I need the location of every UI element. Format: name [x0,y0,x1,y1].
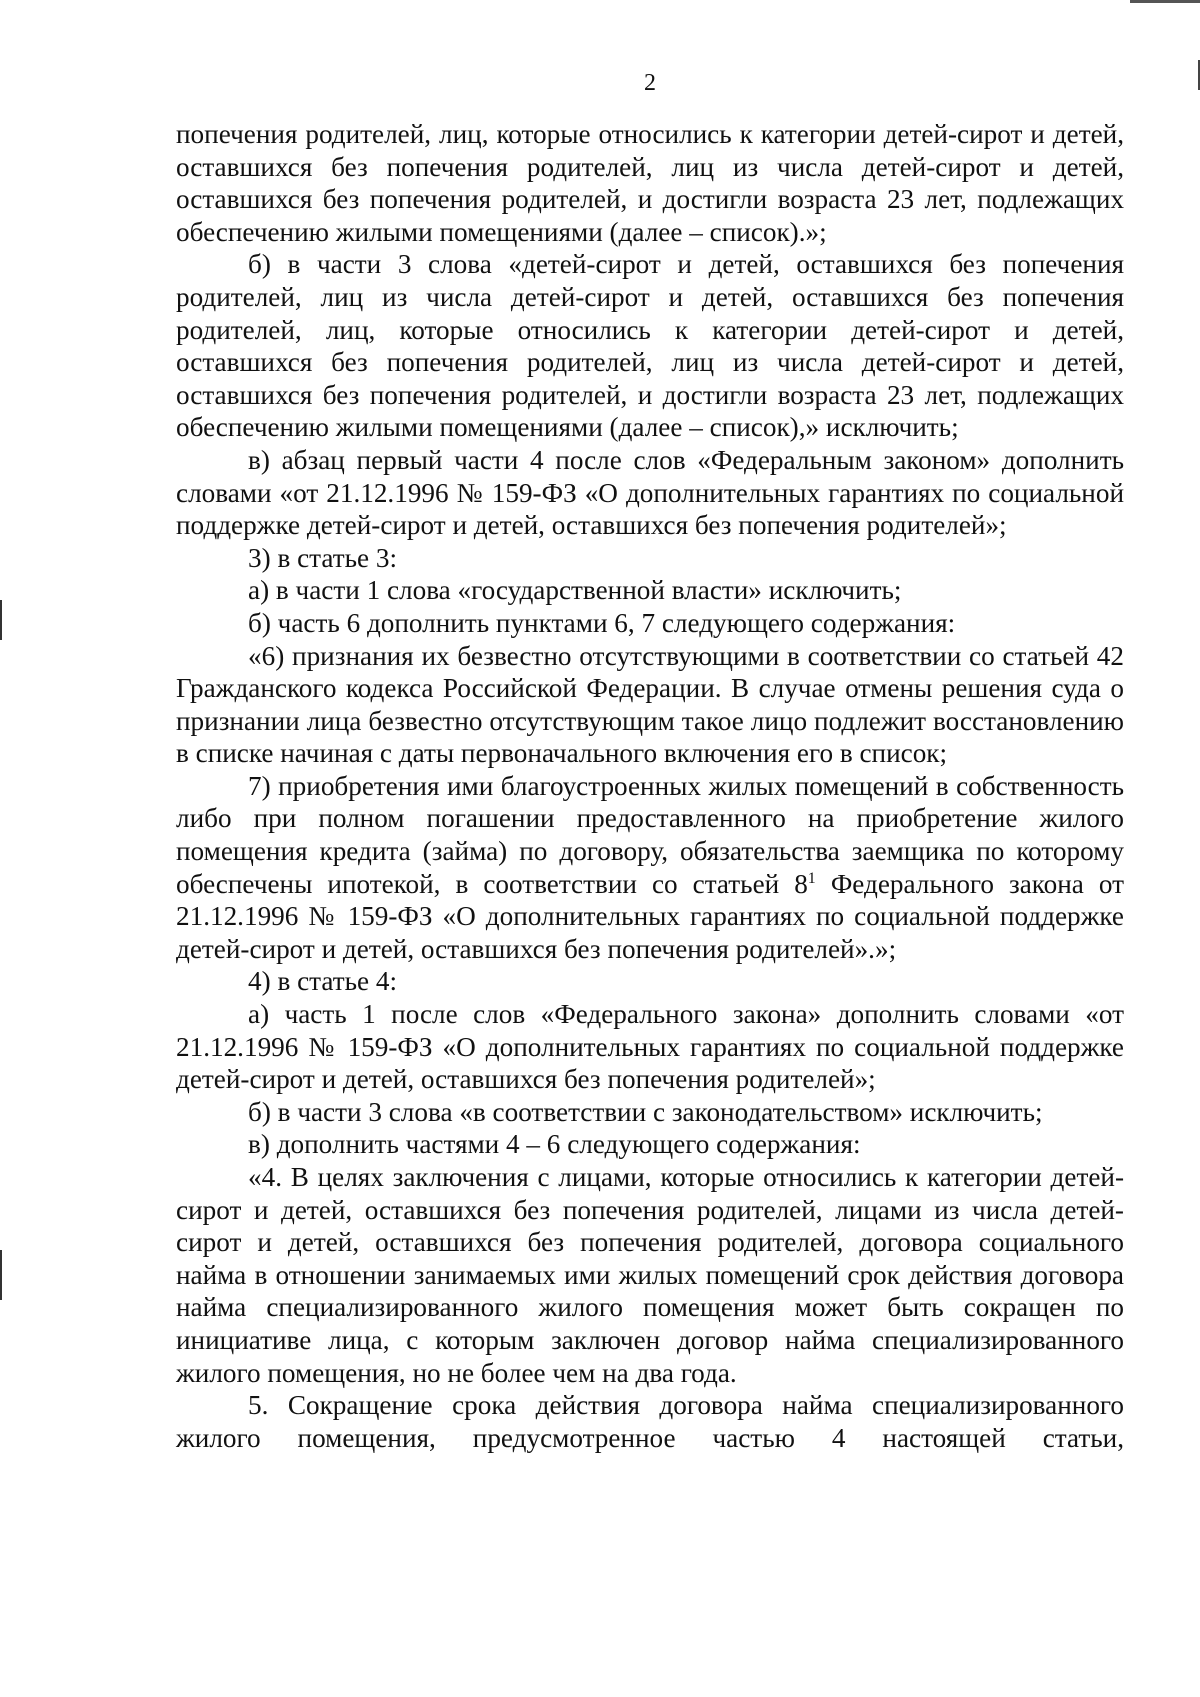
scan-edge-mark [0,600,2,640]
paragraph-12: в) дополнить частями 4 – 6 следующего содержания: [248,1129,861,1160]
scan-edge-mark [0,1250,2,1300]
paragraph-10: а) часть 1 после слов «Федерального закона» дополнить словами «от 21.12.1996 № 159-ФЗ «О дополнительных гарантиях по социальной поддержке детей-сирот и детей, оставшихся без попечения родителей»; [176,999,1124,1095]
paragraph-13: «4. В целях заключения с лицами, которые относились к категории детей-сирот и детей, оставшихся без попечения родителей, лицами из числа детей-сирот и детей, оставшихся без попечения родителей, договора социального найма в отношении занимаемых ими жилых помещений срок действия договора найма специализированного жилого помещения может быть сокращен по инициативе лица, с которым заключен договор найма специализированного жилого помещения, но не более чем на два года. [176,1162,1124,1388]
paragraph-8-text-before: 7) приобретения ими благоустроенных жилых помещений в собственность либо при полном погашении предоставленного на приобретение жилого помещения кредита (займа) по договору, обязательства заемщика по которому обеспечены ипотекой, в соответствии со статьей 8 [176,770,1124,899]
paragraph-6: б) часть 6 дополнить пунктами 6, 7 следующего содержания: [248,607,956,638]
paragraph-1: попечения родителей, лиц, которые относились к категории детей-сирот и детей, оставшихся без попечения родителей, лиц из числа детей-сирот и детей, оставшихся без попечения родителей, и достигли возраста 23 лет, подлежащих обеспечению жилыми помещениями (далее – список).»; [176,119,1124,247]
paragraph-2: б) в части 3 слова «детей-сирот и детей, оставшихся без попечения родителей, лиц из числа детей-сирот и детей, оставшихся без попечения родителей, лиц, которые относились к категории детей-сирот и детей, оставшихся без попечения родителей, лиц из числа детей-сирот и детей, оставшихся без попечения родителей, и достигли возраста 23 лет, подлежащих обеспечению жилыми помещениями (далее – список),» исключить; [176,249,1124,443]
paragraph-8 [176,770,1124,966]
paragraph-7: «6) признания их безвестно отсутствующими в соответствии со статьей 42 Гражданского кодекса Российской Федерации. В случае отмены решения суда о признании лица безвестно отсутствующим такое лицо подлежит восстановлению в списке начиная с даты первоначального включения его в список; [176,640,1124,769]
paragraph-8-text-after: Федерального закона от 21.12.1996 № 159-ФЗ «О дополнительных гарантиях по социальной поддержке детей-сирот и детей, оставшихся без попечения родителей».»; [176,868,1124,964]
document-body [176,118,1124,1454]
scan-corner-mark [1130,0,1200,3]
page-number: 2 [644,70,656,96]
paragraph-5: а) в части 1 слова «государственной власти» исключить; [248,575,902,606]
superscript-index: 1 [807,869,816,887]
paragraph-3: в) абзац первый части 4 после слов «Федеральным законом» дополнить словами «от 21.12.1996 № 159-ФЗ «О дополнительных гарантиях по социальной поддержке детей-сирот и детей, оставшихся без попечения родителей»; [176,444,1124,541]
paragraph-9: 4) в статье 4: [248,966,398,997]
paragraph-4: 3) в статье 3: [248,542,398,573]
paragraph-11: б) в части 3 слова «в соответствии с законодательством» исключить; [248,1096,1043,1127]
paragraph-14: 5. Сокращение срока действия договора найма специализированного жилого помещения, предусмотренное частью 4 настоящей статьи, [176,1390,1124,1453]
